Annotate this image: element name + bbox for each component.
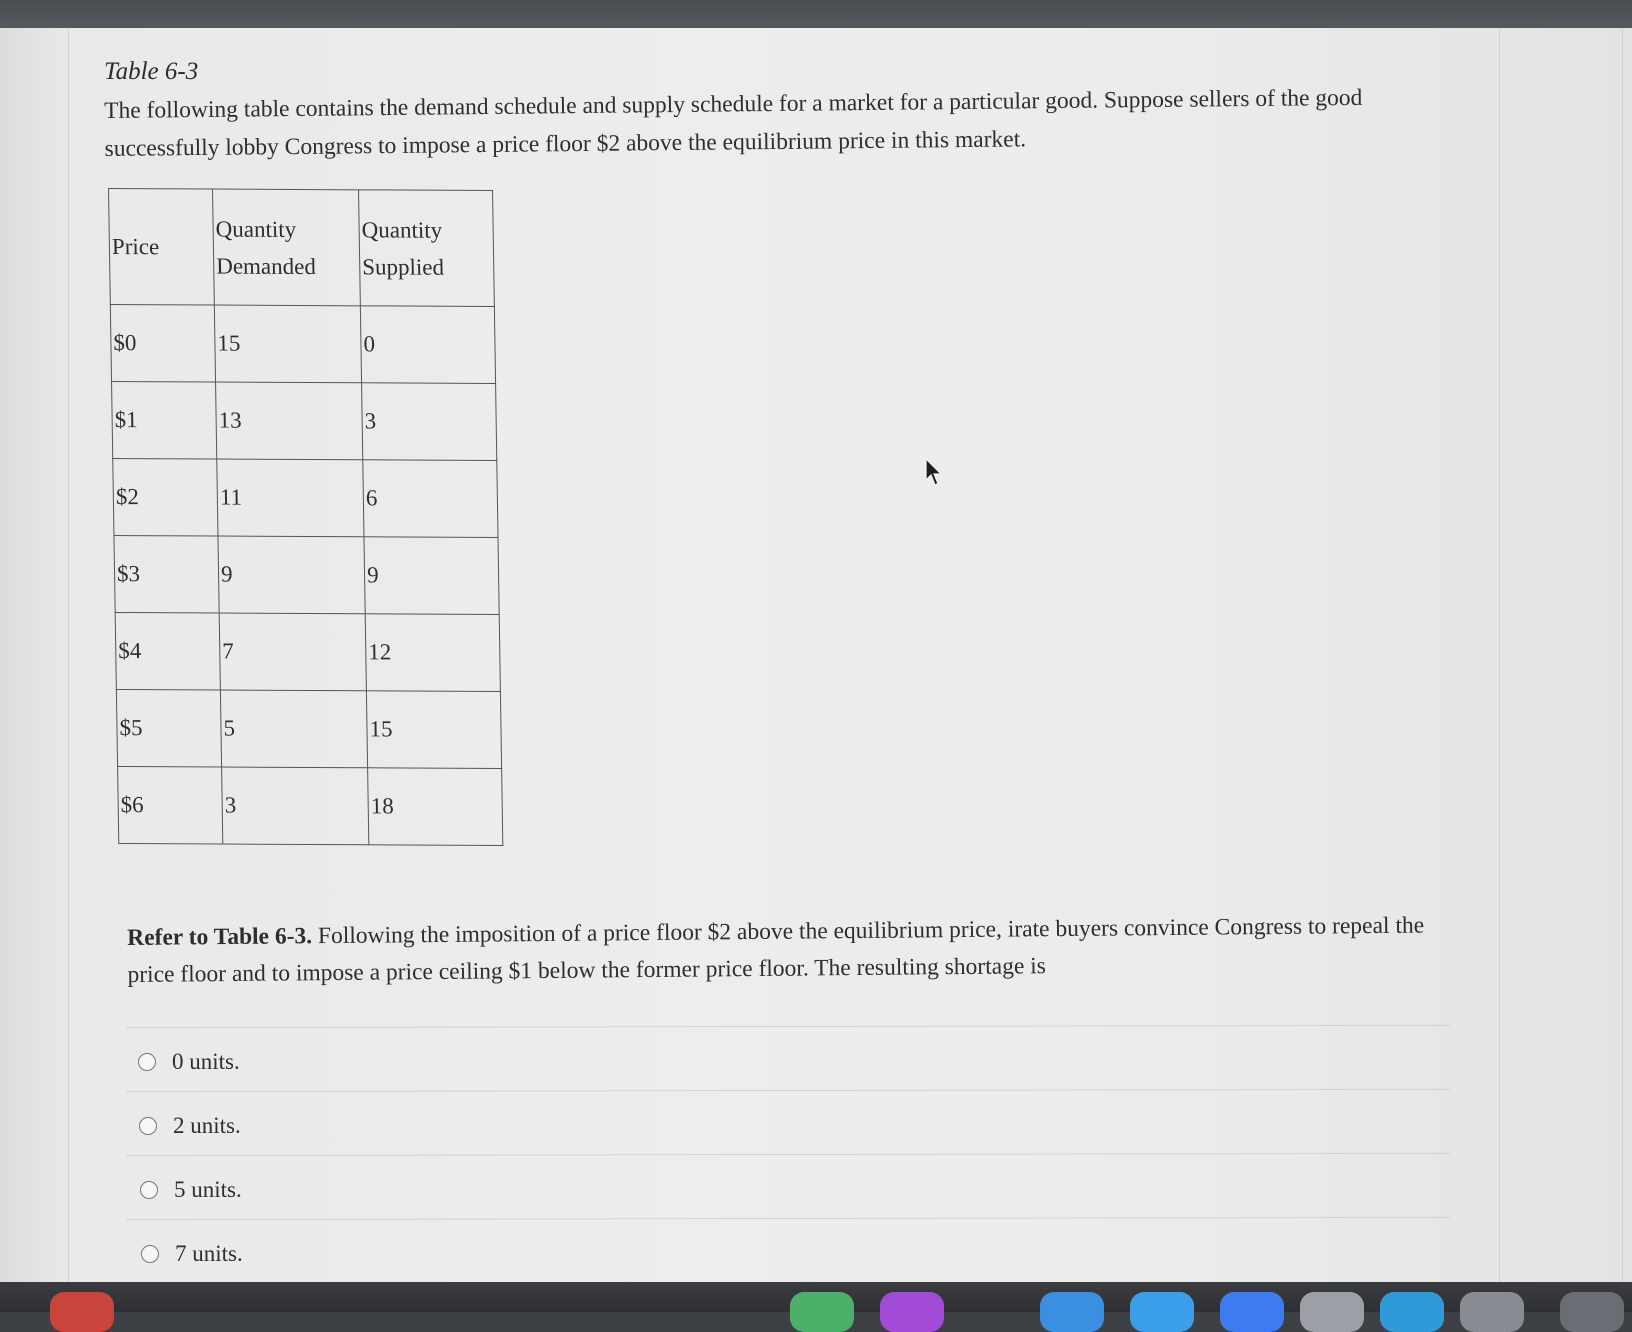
answer-option-0-units[interactable] <box>138 1049 240 1075</box>
table-row <box>113 458 498 537</box>
cell-price: $6 <box>118 766 223 844</box>
radio-icon[interactable] <box>138 1053 156 1071</box>
answer-option-label: 5 units. <box>174 1177 242 1202</box>
dock-app-icon[interactable] <box>1460 1292 1524 1332</box>
intro-text: The following table contains the demand schedule and supply schedule for a market for a particular good. Suppose sellers of the good successfully lobby Congress to impose a price floor $2 above the equilibrium price in this market. <box>104 84 1363 162</box>
supply-demand-table <box>108 188 503 846</box>
dock-app-icon[interactable] <box>1560 1292 1624 1332</box>
table-row <box>118 766 503 845</box>
table-header-row <box>109 189 495 307</box>
cell-price: $4 <box>115 612 220 690</box>
cell-qd: 3 <box>222 767 369 845</box>
answer-option-label: 2 units. <box>173 1113 241 1138</box>
dock-app-icon[interactable] <box>50 1292 114 1332</box>
cell-price: $1 <box>112 381 217 459</box>
answer-option-5-units[interactable] <box>140 1177 242 1203</box>
cell-price: $2 <box>113 458 218 536</box>
table-row <box>110 305 495 384</box>
dock-app-icon[interactable] <box>1220 1292 1284 1332</box>
cell-qs: 15 <box>366 691 501 769</box>
cell-qs: 3 <box>362 383 497 461</box>
dock-app-icon[interactable] <box>880 1292 944 1332</box>
answer-option-label: 7 units. <box>175 1241 243 1266</box>
cell-qd: 11 <box>217 459 364 537</box>
table-title: Table 6-3 <box>104 58 199 85</box>
dock-app-icon[interactable] <box>1300 1292 1364 1332</box>
header-quantity-demanded: Quantity Demanded <box>213 189 361 306</box>
question-body: Following the imposition of a price floor $2 above the equilibrium price, irate buyers convince Congress to repeal the price floor and to impose a price ceiling $1 below the former price floor. The resulting shortage is <box>127 912 1425 988</box>
question-text <box>127 907 1458 994</box>
radio-icon[interactable] <box>139 1117 157 1135</box>
cursor-arrow-icon <box>924 458 944 488</box>
cell-qd: 15 <box>214 305 361 383</box>
table-row <box>115 612 500 691</box>
dock-app-icon[interactable] <box>1040 1292 1104 1332</box>
radio-icon[interactable] <box>141 1245 159 1263</box>
radio-icon[interactable] <box>140 1181 158 1199</box>
cell-qs: 9 <box>364 537 499 615</box>
dock-app-icon[interactable] <box>1380 1292 1444 1332</box>
answer-option-2-units[interactable] <box>139 1113 241 1139</box>
dock <box>0 1282 1632 1312</box>
question-ref: Refer to Table 6-3. <box>127 923 313 951</box>
cell-qs: 12 <box>365 614 500 692</box>
cell-qd: 7 <box>219 613 366 691</box>
cell-qd: 9 <box>218 536 365 614</box>
cell-qd: 13 <box>216 382 363 460</box>
cell-qs: 0 <box>360 306 495 384</box>
answer-option-label: 0 units. <box>172 1049 240 1074</box>
header-quantity-supplied: Quantity Supplied <box>359 190 495 307</box>
cell-price: $0 <box>110 305 215 383</box>
header-price: Price <box>109 189 215 306</box>
cell-qd: 5 <box>220 690 367 768</box>
cell-price: $3 <box>114 535 219 613</box>
table-row <box>114 535 499 614</box>
table-row <box>116 689 501 768</box>
dock-app-icon[interactable] <box>1130 1292 1194 1332</box>
cell-price: $5 <box>116 689 221 767</box>
table-row <box>112 381 497 460</box>
scroll-edge <box>1622 28 1623 1282</box>
answer-option-7-units[interactable] <box>141 1241 243 1267</box>
cell-qs: 18 <box>368 768 503 846</box>
cell-qs: 6 <box>363 460 498 538</box>
dock-app-icon[interactable] <box>790 1292 854 1332</box>
